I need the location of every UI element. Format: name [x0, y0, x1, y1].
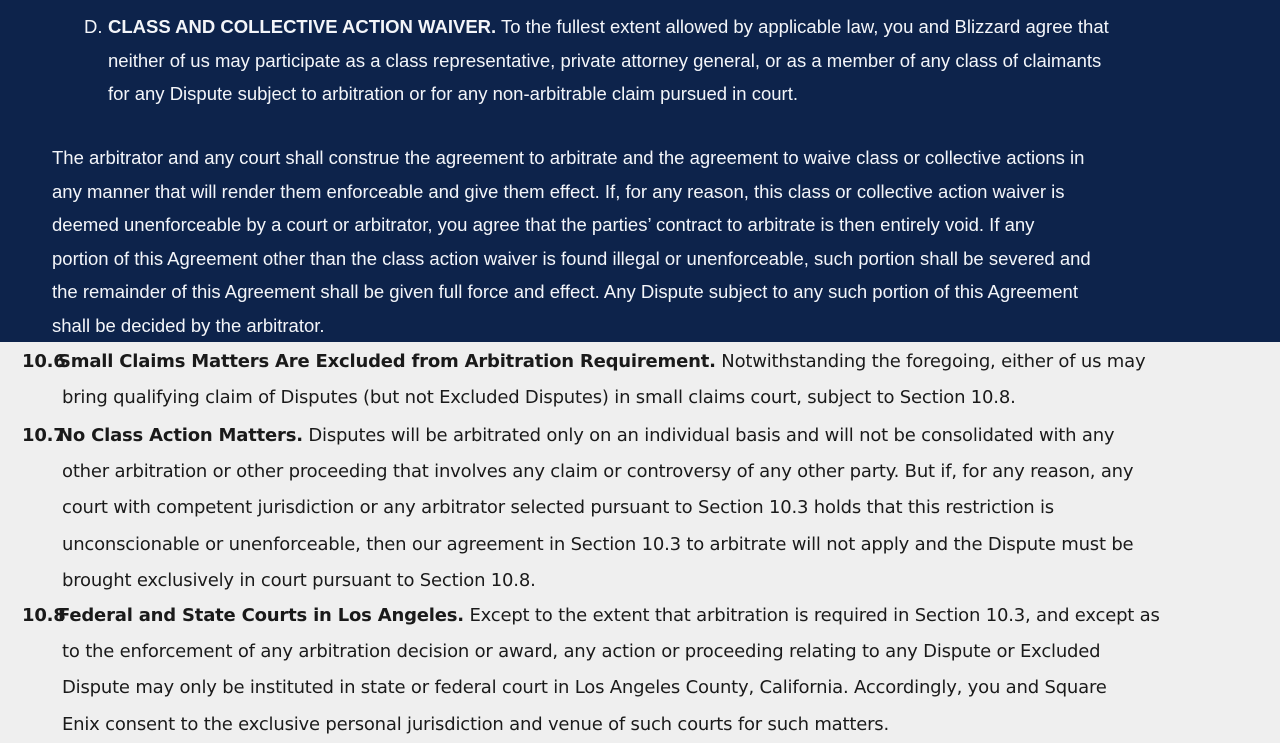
paragraph-line-6: shall be decided by the arbitrator. [52, 314, 325, 336]
section-10-7-line-5: brought exclusively in court pursuant to Section 10.8. [62, 569, 536, 591]
section-heading: Small Claims Matters Are Excluded from Arbitration Requirement. [58, 351, 716, 372]
waiver-line-1-text: To the fullest extent allowed by applicable law, you and Blizzard agree that [496, 16, 1109, 37]
section-10-8-line-1-text: Except to the extent that arbitration is required in Section 10.3, and except as [463, 605, 1160, 626]
waiver-line-3: for any Dispute subject to arbitration or for any non-arbitrable claim pursued in court. [108, 83, 798, 104]
section-10-8-line-1 [58, 598, 1232, 634]
section-10-7-line-1 [58, 418, 1232, 454]
section-10-7-line-3: court with competent jurisdiction or any arbitrator selected pursuant to Section 10.3 holds that this restriction is [62, 497, 1054, 519]
section-10-7-line-4: unconscionable or unenforceable, then our agreement in Section 10.3 to arbitrate will not apply and the Dispute must be [62, 533, 1134, 555]
waiver-heading: CLASS AND COLLECTIVE ACTION WAIVER. [108, 16, 497, 37]
paragraph-line-3: deemed unenforceable by a court or arbitrator, you agree that the parties’ contract to arbitrate is then entirely void. If any [52, 214, 1035, 235]
section-heading: Federal and State Courts in Los Angeles. [58, 605, 464, 626]
section-number: 10.7 [22, 425, 66, 446]
blizzard-excerpt [0, 0, 1280, 342]
section-heading: No Class Action Matters. [58, 425, 303, 446]
section-10-6 [22, 344, 1232, 416]
paragraph-line-5: the remainder of this Agreement shall be given full force and effect. Any Dispute subject to any such portion of this Agreement [52, 281, 1078, 302]
class-action-waiver-item [84, 10, 1258, 111]
paragraph-line-1: The arbitrator and any court shall construe the agreement to arbitrate and the agreement to waive class or collective actions in [52, 147, 1085, 168]
section-10-8-line-3: Dispute may only be instituted in state or federal court in Los Angeles County, California. Accordingly, you and Square [62, 677, 1107, 699]
section-10-7 [22, 418, 1232, 599]
waiver-line-1 [108, 10, 1258, 44]
paragraph-line-2: any manner that will render them enforceable and give them effect. If, for any reason, this class or collective action waiver is [52, 180, 1065, 202]
list-marker: D. [84, 16, 103, 37]
section-number: 10.8 [22, 605, 66, 626]
waiver-line-2: neither of us may participate as a class representative, private attorney general, or as a member of any class of claimants [108, 49, 1102, 71]
section-10-6-line-2: bring qualifying claim of Disputes (but not Excluded Disputes) in small claims court, subject to Section 10.8. [62, 387, 1016, 409]
paragraph-line-4: portion of this Agreement other than the class action waiver is found illegal or unenforceable, such portion shall be severed and [52, 247, 1091, 269]
enforceability-paragraph [52, 141, 1232, 342]
section-10-7-line-1-text: Disputes will be arbitrated only on an individual basis and will not be consolidated with any [302, 425, 1115, 446]
section-10-7-line-2: other arbitration or other proceeding that involves any claim or controversy of any other party. But if, for any reason, any [62, 461, 1134, 483]
section-10-8 [22, 598, 1232, 743]
section-10-8-line-4: Enix consent to the exclusive personal jurisdiction and venue of such courts for such matters. [62, 713, 889, 735]
section-10-6-line-1 [58, 344, 1232, 380]
square-enix-excerpt [0, 342, 1280, 740]
section-10-8-line-2: to the enforcement of any arbitration decision or award, any action or proceeding relating to any Dispute or Excluded [62, 641, 1101, 663]
section-10-6-line-1-text: Notwithstanding the foregoing, either of us may [715, 351, 1146, 372]
section-number: 10.6 [22, 351, 66, 372]
